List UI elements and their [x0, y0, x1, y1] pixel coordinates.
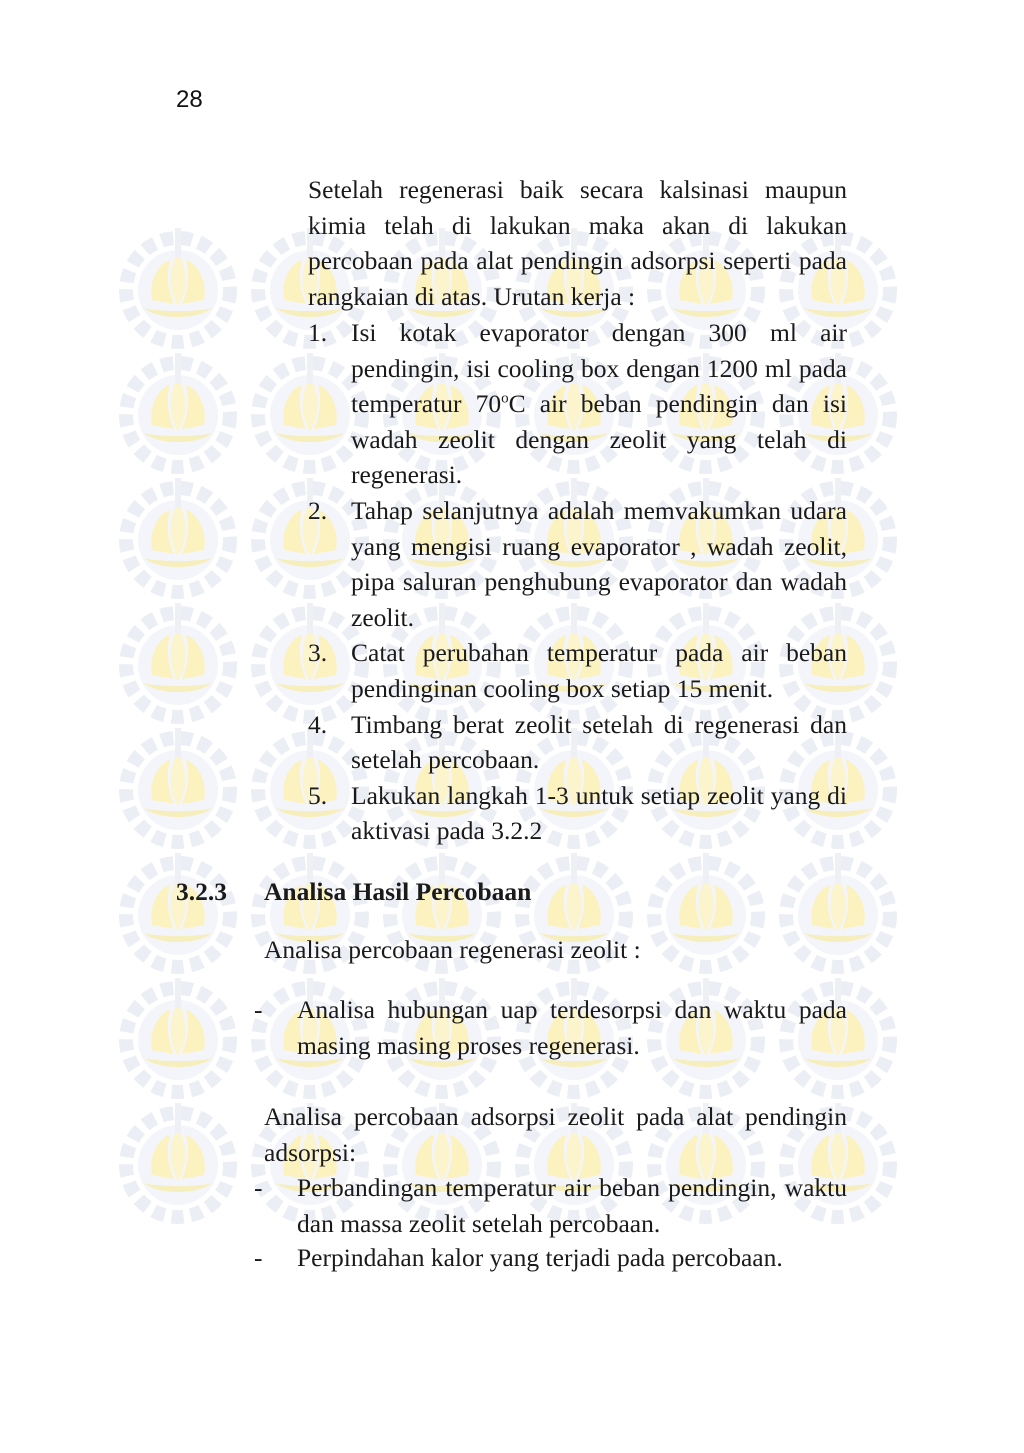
section-heading: Analisa Hasil Percobaan — [264, 877, 532, 906]
degree-superscript: o — [501, 390, 509, 407]
procedure-step — [308, 635, 847, 706]
step-text: Catat perubahan temperatur pada air beban pendinginan cooling box setiap 15 menit. — [351, 638, 847, 703]
step-number: 5. — [308, 780, 328, 810]
analysis-regeneration-intro: Analisa percobaan regenerasi zeolit : — [264, 935, 641, 964]
step-text: Tahap selanjutnya adalah memvakumkan udara yang mengisi ruang evaporator , wadah zeolit, pipa saluran penghubung evaporator dan wadah zeolit. — [351, 495, 847, 632]
step-number: 2. — [308, 495, 328, 525]
intro-paragraph: Setelah regenerasi baik secara kalsinasi maupun kimia telah di lakukan maka akan di lakukan percobaan pada alat pendingin adsorpsi seperti pada rangkaian di atas. Urutan kerja : — [308, 175, 847, 311]
step-number: 4. — [308, 709, 328, 739]
page-number: 28 — [176, 86, 203, 113]
bullet-dash: - — [254, 1243, 263, 1272]
bullet-item — [254, 992, 847, 1063]
bullet-item — [254, 1240, 847, 1276]
bullet-dash: - — [254, 1173, 263, 1202]
step-text: Timbang berat zeolit setelah di regenerasi dan setelah percobaan. — [351, 709, 847, 775]
procedure-step — [308, 315, 847, 493]
bullet-item — [254, 1170, 847, 1241]
procedure-step — [308, 493, 847, 635]
step-text: Isi kotak evaporator dengan 300 ml air pendingin, isi cooling box dengan 1200 ml pada temperatur 70$^o$C air beban pendingin dan isi wadah zeolit dengan zeolit yang telah di regenerasi. — [351, 318, 847, 490]
bullet-text: Perpindahan kalor yang terjadi pada percobaan. — [297, 1243, 783, 1272]
procedure-step — [308, 778, 847, 849]
procedure-step — [308, 707, 847, 778]
step-number: 3. — [308, 638, 328, 668]
step-number: 1. — [308, 318, 328, 347]
section-number: 3.2.3 — [176, 877, 227, 906]
step-text: Lakukan langkah 1-3 untuk setiap zeolit yang di aktivasi pada 3.2.2 — [351, 780, 847, 846]
bullet-dash: - — [254, 995, 263, 1024]
bullet-text: Analisa hubungan uap terdesorpsi dan waktu pada masing masing proses regenerasi. — [297, 995, 847, 1060]
procedure-steps-list — [308, 315, 847, 849]
bullet-text: Perbandingan temperatur air beban pendingin, waktu dan massa zeolit setelah percobaan. — [297, 1173, 847, 1238]
analysis-adsorption-intro: Analisa percobaan adsorpsi zeolit pada alat pendingin adsorpsi: — [264, 1102, 847, 1167]
